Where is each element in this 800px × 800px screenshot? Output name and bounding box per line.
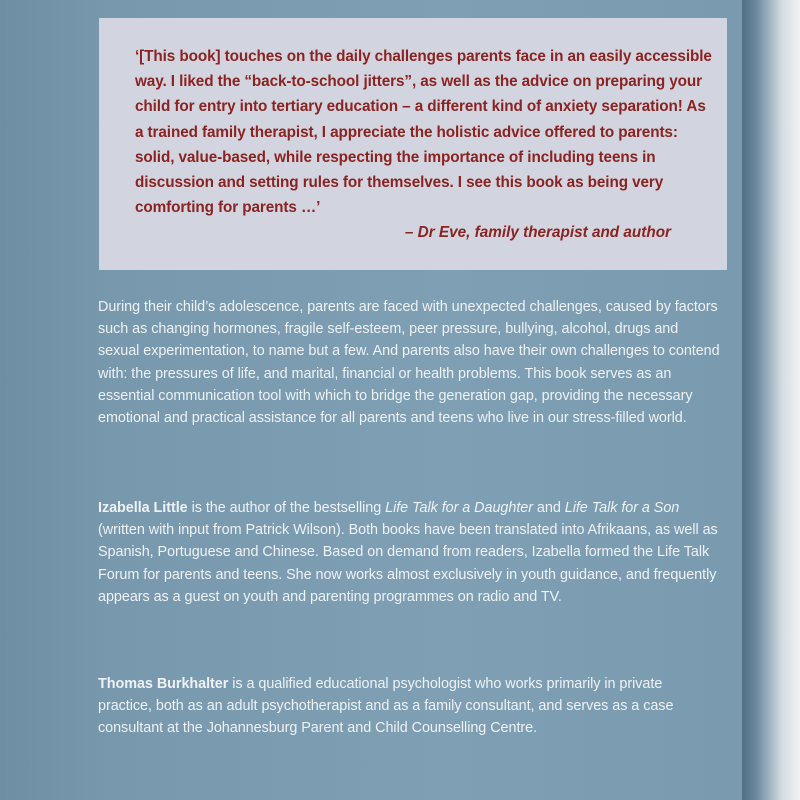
review-quote-box: [99, 18, 727, 270]
book-title-daughter: Life Talk for a Daughter: [385, 500, 533, 516]
author-bio-thomas: [98, 673, 720, 740]
author-name: Izabella Little: [98, 500, 188, 516]
author-bio-intro: is the author of the bestselling: [187, 500, 386, 516]
book-title-son: Life Talk for a Son: [564, 500, 680, 516]
review-quote-attribution: – Dr Eve, family therapist and author: [404, 224, 671, 242]
author-bio-rest: (written with input from Patrick Wilson). Both books have been translated into Afrikaans, as well as Spanish, Portuguese and Chinese. Based on demand from readers, Izabella formed the Life Talk Forum for parents and teens. She now works almost exclusively in youth guidance, and frequently appears as a guest on youth and parenting programmes on radio and TV.: [98, 522, 718, 605]
author-name: Thomas Burkhalter: [98, 676, 229, 692]
book-description: During their child’s adolescence, parents are faced with unexpected challenges, caused by factors such as changing hormones, fragile self-esteem, peer pressure, bullying, alcohol, drugs and sexual experimentation, to name but a few. And parents also have their own challenges to contend with: the pressures of life, and marital, financial or health problems. This book serves as an essential communication tool with which to bridge the generation gap, providing the necessary emotional and practical assistance for all parents and teens who live in our stress-filled world.: [98, 299, 720, 427]
book-spine-edge: [742, 0, 800, 800]
review-quote-text: ‘[This book] touches on the daily challenges parents face in an easily accessible way. I liked the “back-to-school jitters”, as well as the advice on preparing your child for entry into tertiary education – a different kind of anxiety separation! As a trained family therapist, I appreciate the holistic advice offered to parents: solid, value-based, while respecting the importance of including teens in discussion and setting rules for themselves. I see this book as being very comforting for parents …’: [135, 48, 712, 217]
author-bio-rest: is a qualified educational psychologist who works primarily in private practice, both as an adult psychotherapist and as a family consultant, and serves as a case consultant at the Johannesburg Parent and Child Counselling Centre.: [98, 676, 674, 737]
author-bio-izabella: [98, 497, 720, 608]
author-bio-and: and: [532, 500, 565, 516]
